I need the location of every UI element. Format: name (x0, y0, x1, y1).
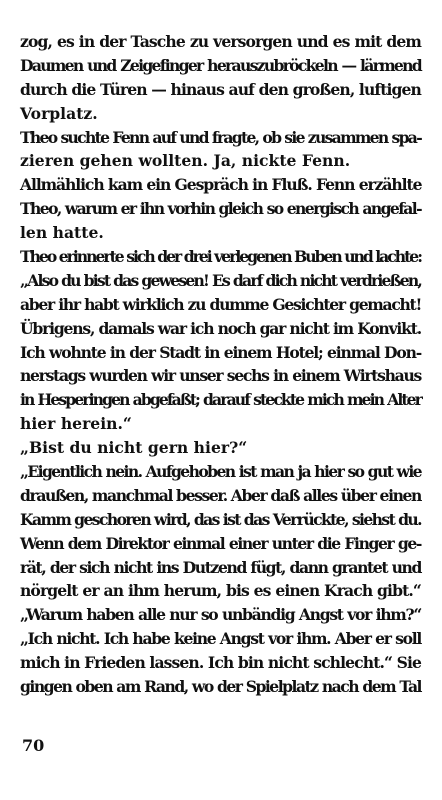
text-line: Wenn dem Direktor einmal einer unter die Finger ge- (20, 533, 421, 553)
text-line: Daumen und Zeigefinger herauszubröckeln — lärmend (20, 55, 421, 75)
text-line: Theo erinnerte sich der drei verlegenen Buben und lachte: (20, 247, 421, 267)
text-line: in Hesperingen abgefaßt; darauf steckte mich mein Alter (20, 390, 421, 410)
text-line: gingen oben am Rand, wo der Spielplatz nach dem Tal (20, 677, 421, 697)
text-line: „Also du bist das gewesen! Es darf dich nicht verdrießen, (20, 270, 421, 290)
text-line: aber ihr habt wirklich zu dumme Gesichter gemacht! (20, 294, 421, 314)
text-line: Kamm geschoren wird, das ist das Verrückte, siehst du. (20, 509, 421, 529)
text-line: draußen, manchmal besser. Aber daß alles über einen (20, 485, 421, 505)
text-line: Ich wohnte in der Stadt in einem Hotel; einmal Don- (20, 342, 421, 362)
text-line: zog, es in der Tasche zu versorgen und es mit dem (20, 32, 421, 51)
text-line: nörgelt er an ihm herum, bis es einen Krach gibt.“ (20, 581, 421, 601)
body-text (20, 30, 421, 699)
text-line: rät, der sich nicht ins Dutzend fügt, dann grantet und (20, 557, 421, 577)
text-line: durch die Türen — hinaus auf den großen, luftigen (20, 79, 421, 99)
text-line: hier herein.“ (20, 414, 132, 434)
text-line: Vorplatz. (20, 103, 98, 123)
text-line: mich in Frieden lassen. Ich bin nicht schlecht.“ Sie (20, 653, 422, 673)
text-line: „Eigentlich nein. Aufgehoben ist man ja hier so gut wie (20, 462, 421, 482)
text-line: Übrigens, damals war ich noch gar nicht im Konvikt. (20, 318, 421, 338)
text-line: Theo, warum er ihn vorhin gleich so energisch angefal- (20, 199, 421, 219)
text-line: len hatte. (20, 223, 104, 243)
text-line: „Warum haben alle nur so unbändig Angst vor ihm?“ (20, 605, 421, 625)
text-line: nerstags wurden wir unser sechs in einem Wirtshaus (20, 366, 421, 386)
text-line: Theo suchte Fenn auf und fragte, ob sie zusammen spa- (20, 127, 421, 147)
text-line: Allmählich kam ein Gespräch in Fluß. Fenn erzählte (20, 175, 422, 195)
text-line: „Ich nicht. Ich habe keine Angst vor ihm. Aber er soll (20, 629, 421, 649)
text-line: „Bist du nicht gern hier?“ (20, 438, 248, 458)
page-number: 70 (22, 736, 45, 755)
text-line: zieren gehen wollten. Ja, nickte Fenn. (20, 151, 351, 171)
